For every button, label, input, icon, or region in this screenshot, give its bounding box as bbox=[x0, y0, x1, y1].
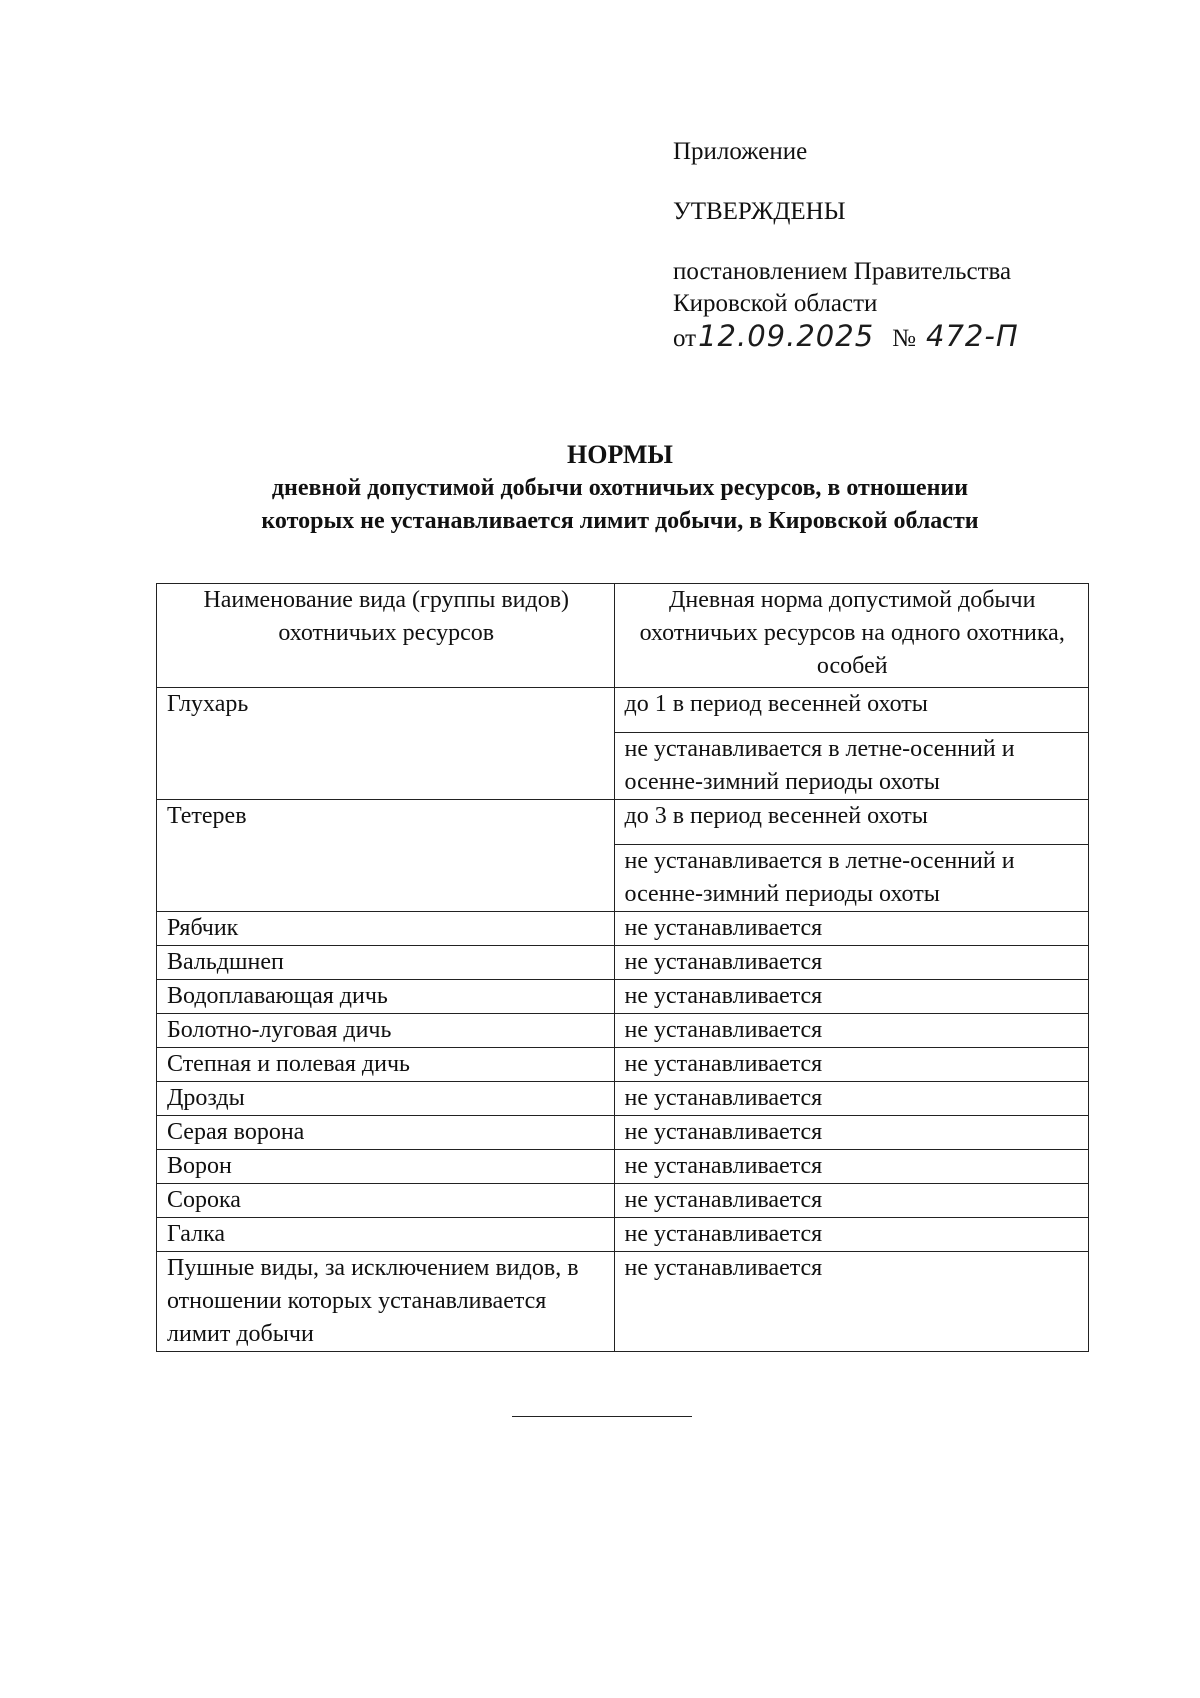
closing-rule bbox=[512, 1416, 692, 1417]
approval-block bbox=[673, 136, 1019, 355]
species-cell: Водоплавающая дичь bbox=[157, 980, 615, 1014]
norm-cell: не устанавливается в летне-осенний и осенне-зимний периоды охоты bbox=[614, 733, 1089, 800]
resolution-line-1: постановлением Правительства bbox=[673, 258, 1012, 285]
species-cell: Болотно-луговая дичь bbox=[157, 1014, 615, 1048]
species-cell: Галка bbox=[157, 1218, 615, 1252]
table-row bbox=[157, 1184, 1089, 1218]
table-row bbox=[157, 912, 1089, 946]
number-sign: № bbox=[892, 325, 917, 352]
norms-table bbox=[156, 583, 1089, 1352]
title-sub-line-1: дневной допустимой добычи охотничьих ресурсов, в отношении bbox=[271, 475, 969, 501]
table-row bbox=[157, 1048, 1089, 1082]
norm-cell: не устанавливается bbox=[614, 980, 1089, 1014]
norm-cell: до 3 в период весенней охоты bbox=[614, 800, 1089, 845]
species-cell: Сорока bbox=[157, 1184, 615, 1218]
norm-cell: не устанавливается bbox=[614, 1218, 1089, 1252]
header-daily-norm: Дневная норма допустимой добычи охотничьих ресурсов на одного охотника, особей bbox=[614, 584, 1089, 688]
species-cell: Рябчик bbox=[157, 912, 615, 946]
norm-cell: не устанавливается bbox=[614, 1116, 1089, 1150]
handwritten-date: 12.09.2025 bbox=[698, 319, 875, 353]
table-row bbox=[157, 946, 1089, 980]
resolution-date-number bbox=[673, 320, 1019, 355]
table-header-row bbox=[157, 584, 1089, 688]
title-main: НОРМЫ bbox=[567, 440, 673, 469]
species-cell: Дрозды bbox=[157, 1082, 615, 1116]
table-row bbox=[157, 1218, 1089, 1252]
species-cell: Вальдшнеп bbox=[157, 946, 615, 980]
norm-cell: до 1 в период весенней охоты bbox=[614, 688, 1089, 733]
species-cell: Степная и полевая дичь bbox=[157, 1048, 615, 1082]
norm-cell: не устанавливается bbox=[614, 1252, 1089, 1352]
document-title bbox=[140, 438, 1100, 538]
table-row bbox=[157, 688, 1089, 733]
table-row bbox=[157, 980, 1089, 1014]
table-row bbox=[157, 1014, 1089, 1048]
species-cell: Серая ворона bbox=[157, 1116, 615, 1150]
norm-cell: не устанавливается bbox=[614, 1184, 1089, 1218]
norm-cell: не устанавливается bbox=[614, 1048, 1089, 1082]
table-row bbox=[157, 1116, 1089, 1150]
norm-cell: не устанавливается в летне-осенний и осенне-зимний периоды охоты bbox=[614, 845, 1089, 912]
title-sub-line-2: которых не устанавливается лимит добычи, в Кировской области bbox=[261, 508, 979, 534]
species-cell: Тетерев bbox=[157, 800, 615, 912]
table-row bbox=[157, 800, 1089, 845]
species-cell: Пушные виды, за исключением видов, в отношении которых устанавливается лимит добычи bbox=[157, 1252, 615, 1352]
resolution-line-2: Кировской области bbox=[673, 290, 878, 317]
norm-cell: не устанавливается bbox=[614, 912, 1089, 946]
norm-cell: не устанавливается bbox=[614, 1014, 1089, 1048]
species-cell: Ворон bbox=[157, 1150, 615, 1184]
annex-label: Приложение bbox=[673, 138, 808, 165]
norm-cell: не устанавливается bbox=[614, 1082, 1089, 1116]
table-row bbox=[157, 1082, 1089, 1116]
header-species: Наименование вида (группы видов) охотничьих ресурсов bbox=[157, 584, 615, 688]
table-row bbox=[157, 1252, 1089, 1352]
norm-cell: не устанавливается bbox=[614, 1150, 1089, 1184]
approved-label: УТВЕРЖДЕНЫ bbox=[673, 198, 846, 225]
date-prefix: от bbox=[673, 325, 697, 352]
norm-cell: не устанавливается bbox=[614, 946, 1089, 980]
table-row bbox=[157, 1150, 1089, 1184]
species-cell: Глухарь bbox=[157, 688, 615, 800]
handwritten-number: 472-П bbox=[926, 319, 1019, 353]
